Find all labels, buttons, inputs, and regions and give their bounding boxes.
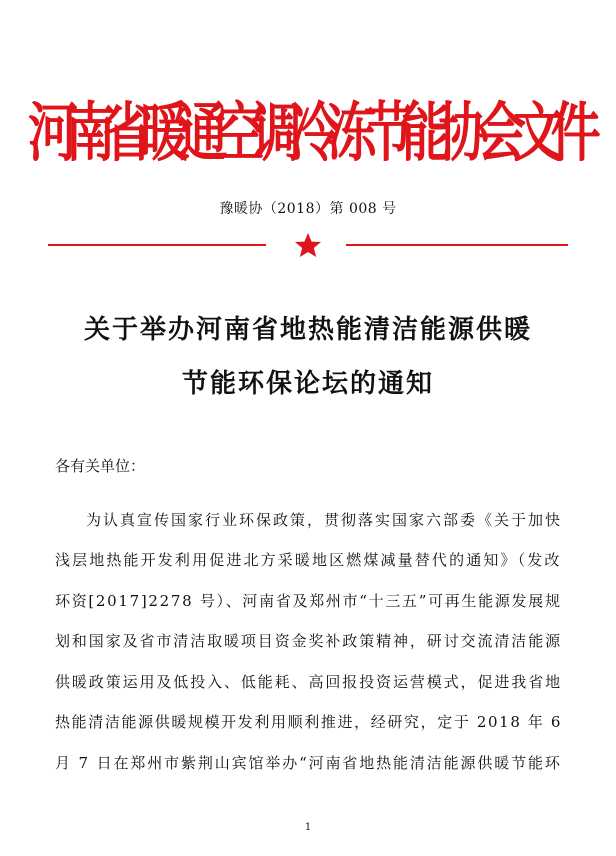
body-line: 为认真宣传国家行业环保政策，贯彻落实国家六部委《关于加快	[86, 511, 563, 529]
document-number: 豫暖协（2018）第 008 号	[219, 201, 397, 217]
body-line: 热能清洁能源供暖规模开发利用顺利推进，经研究，定于 2018 年 6	[55, 713, 563, 731]
body-line: 浅层地热能开发利用促进北方采暖地区燃煤减量替代的通知》（发改	[55, 551, 562, 569]
page-number: 1	[304, 822, 312, 833]
salutation: 各有关单位：	[55, 457, 146, 475]
org-header-title: 河南省暖通空调冷冻节能协会文件	[28, 96, 588, 171]
body-line: 环资[2017]2278 号）、河南省及郑州市“十三五”可再生能源发展规	[55, 592, 562, 610]
red-divider-left	[48, 244, 266, 246]
body-line: 月 7 日在郑州市紫荆山宾馆举办“河南省地热能清洁能源供暖节能环	[55, 754, 562, 772]
body-line: 划和国家及省市清洁取暖项目资金奖补政策精神，研讨交流清洁能源	[55, 632, 563, 650]
notice-title-line-2: 节能环保论坛的通知	[181, 369, 434, 399]
body-line: 供暖政策运用及低投入、低能耗、高回报投资运营模式，促进我省地	[55, 673, 563, 691]
red-divider-right	[346, 244, 568, 246]
notice-title-line-1: 关于举办河南省地热能清洁能源供暖	[83, 315, 532, 345]
star-icon	[292, 232, 324, 258]
